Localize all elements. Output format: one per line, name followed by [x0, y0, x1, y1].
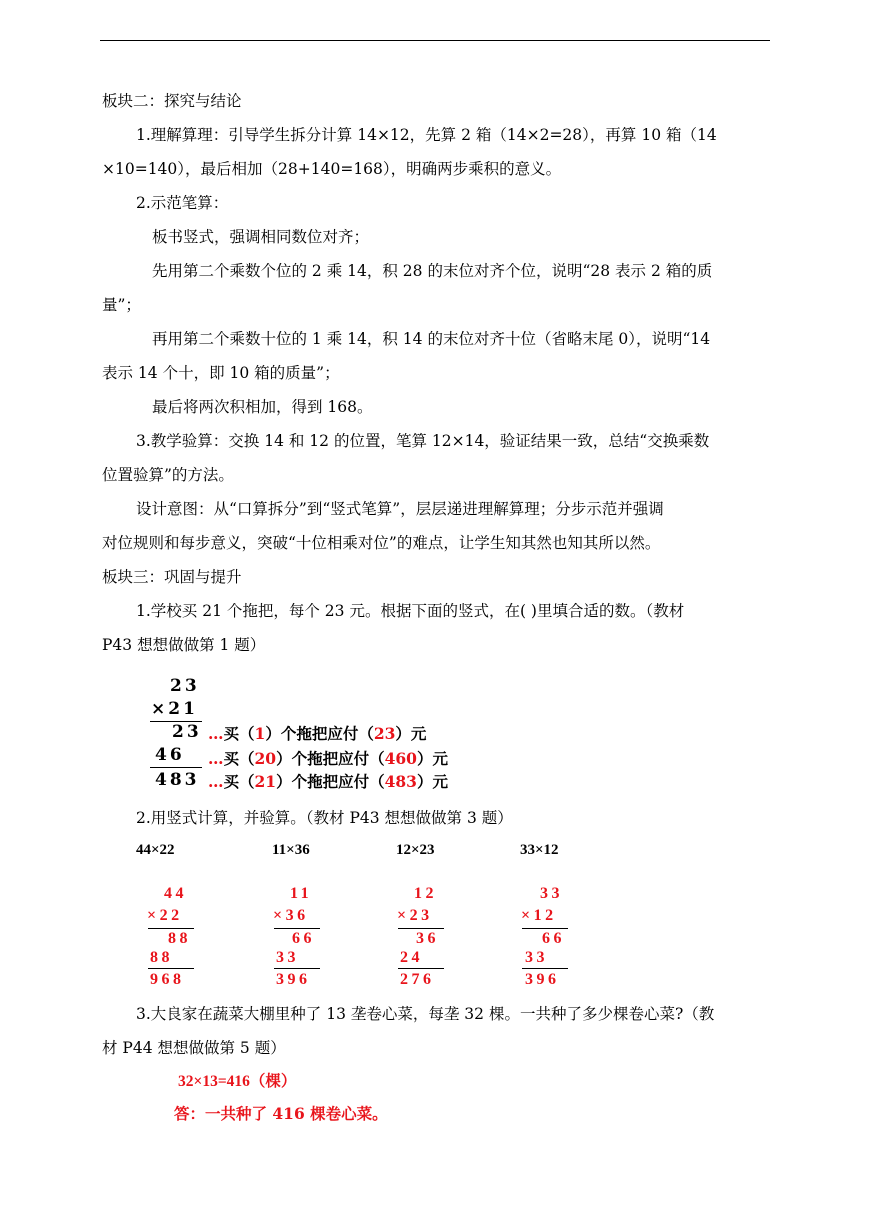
section2-p2-step3-line1: 再用第二个乘数十位的 1 乘 14，积 14 的末位对齐十位（省略末尾 0），说明“14 — [152, 330, 711, 348]
q1-note-1-post: ）元 — [395, 724, 427, 743]
q1-line2: P43 想想做做第 1 题） — [102, 636, 266, 654]
q2-col4-partial1: 66 — [542, 930, 565, 947]
q2-col1-rule2 — [148, 968, 194, 969]
q1-note-1-a: 1 — [254, 724, 266, 743]
q1-note-3-a: 21 — [254, 772, 277, 791]
q1-note-1 — [208, 724, 426, 744]
q2-col1-partial2: 88 — [150, 949, 173, 966]
q2-problem-2: 11×36 — [272, 842, 310, 858]
section3-heading: 板块三：巩固与提升 — [102, 568, 242, 586]
q2-col1-mult: ×22 — [147, 907, 183, 924]
q2-col2-partial2: 33 — [276, 949, 299, 966]
q1-note-3-mid: ）个拖把应付（ — [276, 772, 385, 791]
q1-note-3 — [208, 772, 448, 792]
header-rule — [100, 40, 770, 41]
section2-p2-step1: 板书竖式，强调相同数位对齐； — [152, 228, 370, 246]
q1-vertical-multiplier: ×21 — [151, 699, 198, 719]
q2-col1-partial1: 88 — [168, 930, 191, 947]
q2-col3-sum: 276 — [400, 971, 435, 988]
q1-note-2-pre: 买（ — [223, 749, 255, 768]
q1-note-2-b: 460 — [384, 749, 417, 768]
section2-p2-step2-line2: 量”； — [102, 296, 141, 314]
q1-note-3-dots: … — [208, 772, 224, 791]
q2-col2-sum: 396 — [276, 971, 311, 988]
q2-col1-top: 44 — [164, 885, 187, 902]
section2-p3-line2: 位置验算”的方法。 — [102, 466, 234, 484]
q1-note-3-pre: 买（ — [223, 772, 255, 791]
section2-p2: 2.示范笔算： — [136, 194, 229, 212]
section2-p1-line1: 1.理解算理：引导学生拆分计算 14×12，先算 2 箱（14×2=28），再算 10 箱（14 — [136, 126, 717, 144]
q2-col4-rule2 — [522, 968, 568, 969]
q1-note-3-post: ）元 — [416, 772, 448, 791]
q2-col2-partial1: 66 — [292, 930, 315, 947]
section2-p2-step4: 最后将两次积相加，得到 168。 — [152, 398, 373, 416]
q1-note-2-dots: … — [208, 749, 224, 768]
q2-problem-4: 33×12 — [520, 842, 559, 858]
q3-answer: 答：一共种了 416 棵卷心菜。 — [174, 1104, 388, 1123]
q2-text: 2.用竖式计算，并验算。（教材 P43 想想做做第 3 题） — [136, 809, 513, 827]
q1-vertical-partial2: 46 — [155, 745, 185, 765]
design-intent-line1: 设计意图：从“口算拆分”到“竖式笔算”，层层递进理解算理；分步示范并强调 — [136, 500, 664, 518]
q1-note-2-post: ）元 — [416, 749, 448, 768]
q2-col3-top: 12 — [414, 885, 437, 902]
q2-problem-1: 44×22 — [136, 842, 175, 858]
q1-vertical-partial1: 23 — [172, 722, 202, 742]
section2-heading: 板块二：探究与结论 — [102, 92, 242, 110]
q2-col3-partial1: 36 — [416, 930, 439, 947]
q1-note-1-dots: … — [208, 724, 224, 743]
q1-note-1-pre: 买（ — [223, 724, 255, 743]
q2-col3-partial2: 24 — [400, 949, 423, 966]
design-intent-line2: 对位规则和每步意义，突破“十位相乘对位”的难点，让学生知其然也知其所以然。 — [102, 534, 661, 552]
q2-col4-sum: 396 — [525, 971, 560, 988]
q2-col4-mult: ×12 — [521, 907, 557, 924]
q2-col4-top: 33 — [540, 885, 563, 902]
section2-p2-step2-line1: 先用第二个乘数个位的 2 乘 14，积 28 的末位对齐个位，说明“28 表示 2 箱的质 — [152, 262, 713, 280]
q2-col2-top: 11 — [290, 885, 313, 902]
q1-line1: 1.学校买 21 个拖把，每个 23 元。根据下面的竖式，在( )里填合适的数。（教材 — [136, 602, 685, 620]
q2-col1-sum: 968 — [150, 971, 185, 988]
q2-problem-3: 12×23 — [396, 842, 435, 858]
section2-p1-line2: ×10=140），最后相加（28+140=168），明确两步乘积的意义。 — [102, 160, 562, 178]
q2-col2-mult: ×36 — [273, 907, 309, 924]
q3-equation: 32×13=416（棵） — [178, 1073, 297, 1090]
q2-col3-rule2 — [398, 968, 444, 969]
q1-note-1-mid: ）个拖把应付（ — [265, 724, 374, 743]
q1-vertical-sum: 483 — [155, 770, 200, 790]
q2-col2-rule2 — [274, 968, 320, 969]
section2-p3-line1: 3.教学验算：交换 14 和 12 的位置，笔算 12×14，验证结果一致，总结“交换乘数 — [136, 432, 710, 450]
q1-note-3-b: 483 — [384, 772, 417, 791]
q1-vertical-rule2 — [150, 767, 202, 768]
q2-col3-mult: ×23 — [397, 907, 433, 924]
q1-note-2 — [208, 749, 448, 769]
q1-note-2-mid: ）个拖把应付（ — [276, 749, 385, 768]
q1-note-2-a: 20 — [254, 749, 277, 768]
section2-p2-step3-line2: 表示 14 个十，即 10 箱的质量”； — [102, 364, 340, 382]
q3-line1: 3.大良家在蔬菜大棚里种了 13 垄卷心菜，每垄 32 棵。一共种了多少棵卷心菜?（教 — [136, 1005, 715, 1023]
q1-note-1-b: 23 — [373, 724, 396, 743]
q1-vertical-top: 23 — [170, 676, 200, 696]
q3-line2: 材 P44 想想做做第 5 题） — [102, 1039, 286, 1057]
q2-col4-partial2: 33 — [525, 949, 548, 966]
